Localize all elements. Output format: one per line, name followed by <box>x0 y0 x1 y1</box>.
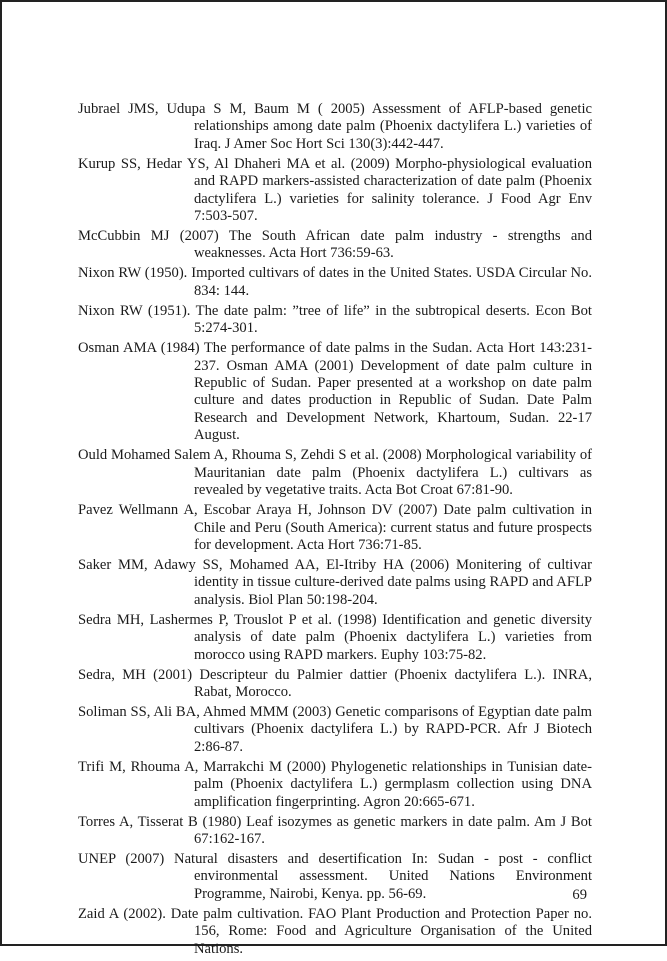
reference-entry-pavez-wellmann: Pavez Wellmann A, Escobar Araya H, Johnson DV (2007) Date palm cultivation in Chile and Peru (South America): current status and future prospects for development. Acta Hort 736:71-85. <box>78 502 592 553</box>
reference-entry-kurup: Kurup SS, Hedar YS, Al Dhaheri MA et al. (2009) Morpho-physiological evaluation and RAPD markers-assisted characterization of date palm (Phoenix dactylifera L.) varieties for salinity tolerance. J Food Agr Env 7:503-507. <box>78 155 592 225</box>
reference-entry-jubrael: Jubrael JMS, Udupa S M, Baum M ( 2005) Assessment of AFLP-based genetic relationships among date palm (Phoenix dactylifera L.) varieties of Iraq. J Amer Soc Hort Sci 130(3):442-447. <box>78 101 592 152</box>
reference-entry-sedra-2001: Sedra, MH (2001) Descripteur du Palmier dattier (Phoenix dactylifera L.). INRA, Rabat, Morocco. <box>78 666 592 700</box>
reference-entry-saker: Saker MM, Adawy SS, Mohamed AA, El-Itriby HA (2006) Monitering of cultivar identity in tissue culture-derived date palms using RAPD and AFLP analysis. Biol Plan 50:198-204. <box>78 556 592 608</box>
reference-entry-nixon-1950: Nixon RW (1950). Imported cultivars of dates in the United States. USDA Circular No. 834: 144. <box>78 265 592 299</box>
reference-entry-nixon-1951: Nixon RW (1951). The date palm: ”tree of life” in the subtropical deserts. Econ Bot 5:274-301. <box>78 302 592 337</box>
reference-entry-zaid: Zaid A (2002). Date palm cultivation. FAO Plant Production and Protection Paper no. 156, Rome: Food and Agriculture Organisation of the United Nations. <box>78 905 592 957</box>
reference-entry-unep: UNEP (2007) Natural disasters and desertification In: Sudan - post - conflict environmental assessment. United Nations Environment Programme, Nairobi, Kenya. pp. 56-69. <box>78 850 592 902</box>
reference-entry-mccubbin: McCubbin MJ (2007) The South African date palm industry - strengths and weaknesses. Acta Hort 736:59-63. <box>78 228 592 262</box>
reference-entry-soliman: Soliman SS, Ali BA, Ahmed MMM (2003) Genetic comparisons of Egyptian date palm cultivars (Phoenix dactylifera L.) by RAPD-PCR. Afr J Biotech 2:86-87. <box>78 703 592 755</box>
reference-entry-osman: Osman AMA (1984) The performance of date palms in the Sudan. Acta Hort 143:231-237. Osman AMA (2001) Development of date palm culture in Republic of Sudan. Paper presented at a workshop on date palm culture and dates production in Republic of Sudan. Date Palm Research and Development Network, Khartoum, Sudan. 22-17 August. <box>78 340 592 444</box>
reference-list <box>78 101 592 961</box>
reference-entry-torres: Torres A, Tisserat B (1980) Leaf isozymes as genetic markers in date palm. Am J Bot 67:162-167. <box>78 813 592 847</box>
reference-entry-trifi: Trifi M, Rhouma A, Marrakchi M (2000) Phylogenetic relationships in Tunisian date-palm (Phoenix dactylifera L.) germplasm collection using DNA amplification fingerprinting. Agron 20:665-671. <box>78 758 592 810</box>
page-number: 69 <box>572 887 587 903</box>
reference-entry-sedra-1998: Sedra MH, Lashermes P, Trouslot P et al. (1998) Identification and genetic diversity analysis of date palm (Phoenix dactylifera L.) varieties from morocco using RAPD markers. Euphy 103:75-82. <box>78 611 592 663</box>
reference-entry-ould-mohamed-salem: Ould Mohamed Salem A, Rhouma S, Zehdi S et al. (2008) Morphological variability of Mauritanian date palm (Phoenix dactylifera L.) cultivars as revealed by vegetative traits. Acta Bot Croat 67:81-90. <box>78 447 592 499</box>
